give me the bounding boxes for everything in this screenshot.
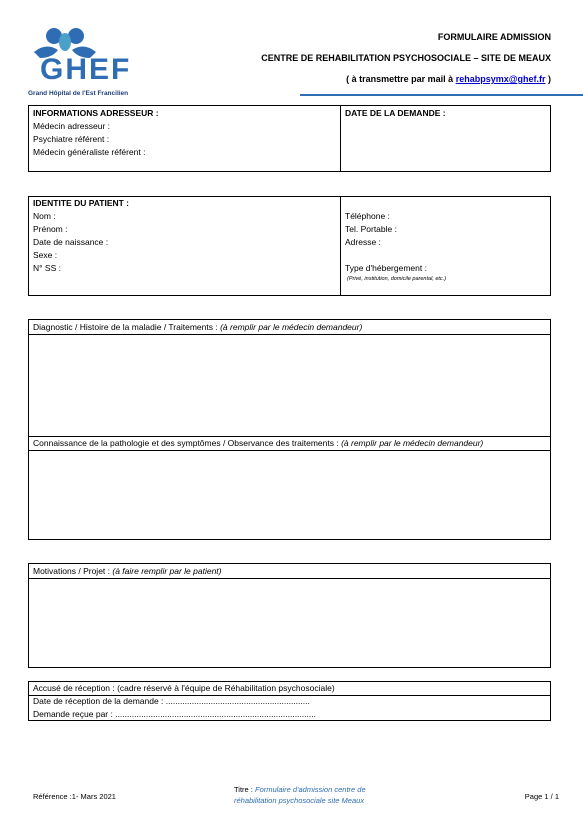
adresseur-box [28, 105, 551, 172]
adresseur-field-1[interactable]: Psychiatre référent : [33, 134, 110, 144]
diagnostic-area[interactable] [29, 335, 550, 435]
ghef-logo-subtitle: Grand Hôpital de l'Est Francilien [28, 90, 129, 97]
patient-title: IDENTITE DU PATIENT : [33, 198, 130, 208]
diagnostic-hint: (à remplir par le médecin demandeur) [220, 322, 363, 332]
clinical-box [28, 319, 551, 540]
mail-link[interactable]: rehabpsymx@ghef.fr [455, 74, 546, 84]
hebergement-hint: (Privé, institution, domicile parental, etc.) [347, 276, 447, 282]
patient-field-naissance[interactable]: Date de naissance : [33, 237, 109, 247]
header-rule [300, 94, 583, 96]
date-demande-label[interactable]: DATE DE LA DEMANDE : [345, 108, 446, 118]
motivations-area[interactable] [29, 579, 550, 667]
connaissance-hint: (à remplir par le médecin demandeur) [341, 438, 484, 448]
diagnostic-label: Diagnostic / Histoire de la maladie / Traitements : [33, 322, 221, 332]
connaissance-heading [33, 437, 483, 450]
form-subtitle: CENTRE DE REHABILITATION PSYCHOSOCIALE – SITE DE MEAUX [261, 53, 551, 63]
footer-page: Page 1 / 1 [524, 792, 559, 801]
form-title: FORMULAIRE ADMISSION [437, 32, 551, 42]
mail-prefix: ( à transmettre par mail à [346, 74, 456, 84]
ghef-logo [28, 24, 160, 104]
footer-titre-value-2: réhabilitation psychosociale site Meaux [234, 796, 365, 805]
patient-field-adresse[interactable]: Adresse : [345, 237, 381, 247]
mail-suffix: ) [545, 74, 551, 84]
connaissance-area[interactable] [29, 451, 550, 539]
accuse-box [28, 681, 551, 721]
patient-field-nss[interactable]: N° SS : [33, 263, 61, 273]
footer-reference: Référence :1- Mars 2021 [33, 792, 116, 801]
footer-titre-value-1: Formulaire d'admission centre de [254, 785, 366, 794]
accuse-recue-line[interactable]: Demande reçue par : ..................................................................................... [33, 709, 316, 719]
adresseur-field-2[interactable]: Médecin généraliste référent : [33, 147, 146, 157]
footer-titre [234, 784, 366, 806]
patient-field-nom[interactable]: Nom : [33, 211, 56, 221]
accuse-date-line[interactable]: Date de réception de la demande : ............................................................. [33, 696, 310, 706]
adresseur-title: INFORMATIONS ADRESSEUR : [33, 108, 159, 118]
patient-field-telephone[interactable]: Téléphone : [345, 211, 390, 221]
motivations-heading [33, 565, 222, 578]
connaissance-label: Connaissance de la pathologie et des symptômes / Observance des traitements : [33, 438, 342, 448]
motivations-label: Motivations / Projet : [33, 566, 113, 576]
mail-instruction [346, 74, 551, 84]
diagnostic-heading [33, 321, 362, 334]
patient-field-sexe[interactable]: Sexe : [33, 250, 58, 260]
accuse-title: Accusé de réception : (cadre réservé à l'équipe de Réhabilitation psychosociale) [33, 683, 335, 693]
footer-titre-label: Titre : [234, 785, 255, 794]
patient-box [28, 196, 551, 296]
adresseur-field-0[interactable]: Médecin adresseur : [33, 121, 111, 131]
patient-field-portable[interactable]: Tel. Portable : [345, 224, 397, 234]
patient-field-prenom[interactable]: Prénom : [33, 224, 68, 234]
motivations-hint: (à faire remplir par le patient) [112, 566, 222, 576]
patient-field-hebergement[interactable]: Type d'hébergement : [345, 263, 427, 273]
motivations-box [28, 563, 551, 668]
ghef-logo-text: GHEF [40, 53, 132, 86]
